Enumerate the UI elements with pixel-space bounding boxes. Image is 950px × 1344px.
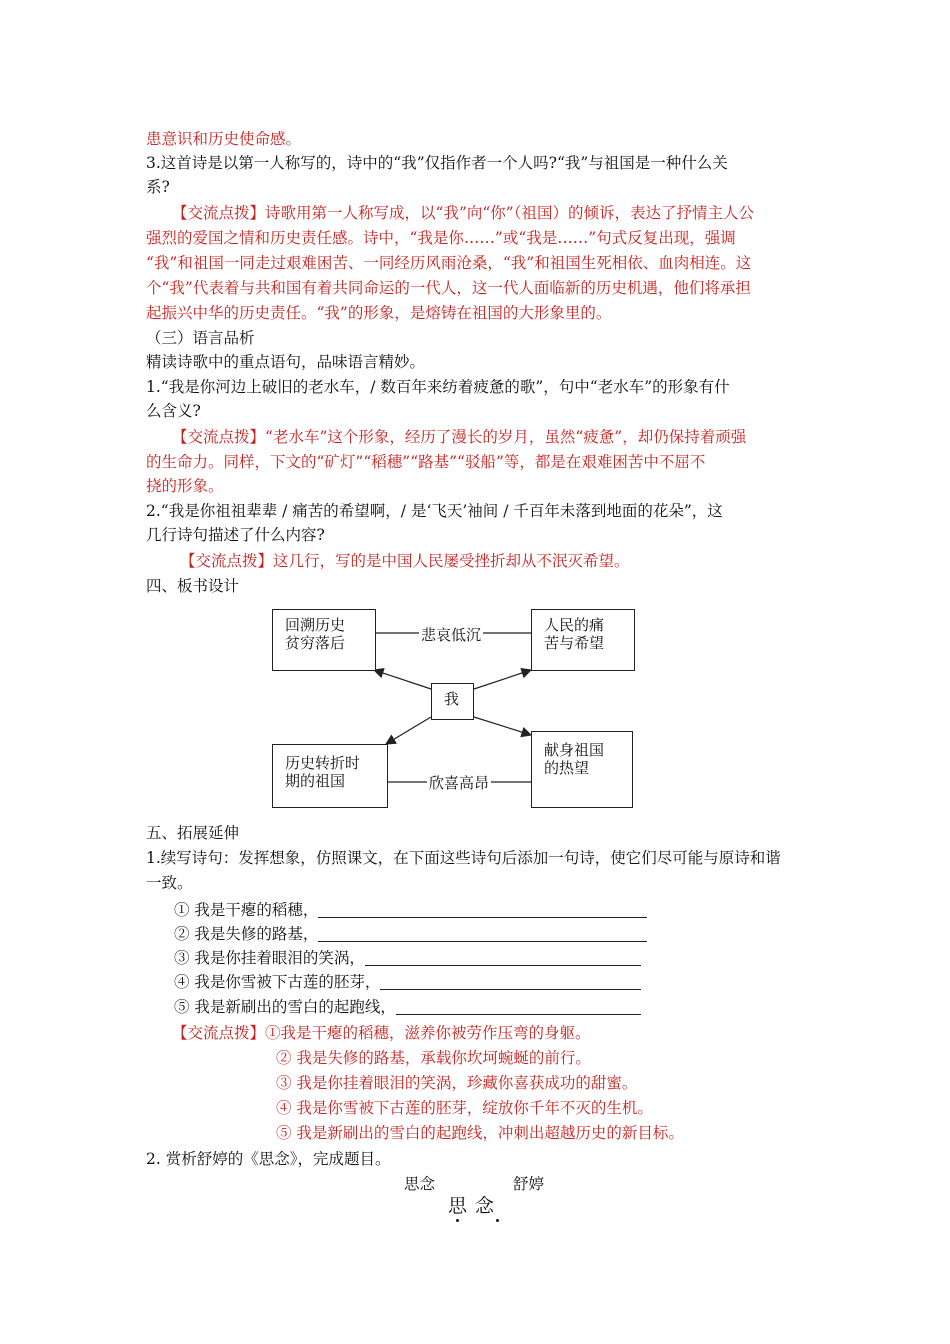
answers-line1: 【交流点拨】①我是干瘪的稻穗，滋养你被劳作压弯的身躯。	[172, 1024, 591, 1042]
box-center-me: 我	[431, 683, 474, 720]
question-3-line1: 3.这首诗是以第一人称写的，诗中的“我”仅指作者一个人吗?“我”与祖国是一种什么关	[146, 154, 728, 172]
section-3-heading: （三）语言品析	[146, 329, 255, 347]
question-3-line2: 系?	[146, 178, 170, 196]
prompt-1: ① 我是干瘪的稻穗，	[174, 898, 647, 922]
answer-tag: 【交流点拨】	[180, 552, 274, 570]
answer-3-line5: 起振兴中华的历史责任。“我”的形象，是熔铸在祖国的大形象里的。	[146, 304, 612, 322]
continued-text: 患意识和历史使命感。	[146, 130, 302, 148]
box-people-hope: 人民的痛 苦与希望	[531, 609, 635, 671]
answer-blank[interactable]	[365, 948, 641, 966]
answer-tag: 【交流点拨】	[172, 428, 266, 446]
extension-1-line1: 1.续写诗句：发挥想象，仿照课文，在下面这些诗句后添加一句诗，使它们尽可能与原诗和谐	[146, 849, 781, 867]
section-5-heading: 五、拓展延伸	[146, 824, 240, 842]
answers-line5: ⑤ 我是新刷出的雪白的起跑线，冲刺出超越历史的新目标。	[276, 1124, 684, 1142]
answer-3-line2: 强烈的爱国之情和历史责任感。诗中，“我是你……”或“我是……”句式反复出现，强调	[146, 229, 736, 247]
extension-2: 2. 赏析舒婷的《思念》，完成题目。	[146, 1150, 391, 1168]
answer-3-line1: 【交流点拨】诗歌用第一人称写成，以“我”向“你”（祖国）的倾诉，表达了抒情主人公	[172, 204, 754, 222]
prompt-4: ④ 我是你雪被下古莲的胚芽，	[174, 970, 641, 994]
section-4-heading: 四、板书设计	[146, 577, 240, 595]
question-1-line2: 么含义?	[146, 402, 201, 420]
arrow-to-top-left	[374, 670, 431, 689]
answer-blank[interactable]	[380, 972, 641, 990]
answers-line4: ④ 我是你雪被下古莲的胚芽，绽放你千年不灭的生机。	[276, 1099, 653, 1117]
answer-3-line3: “我”和祖国一同走过艰难困苦、一同经历风雨沧桑，“我”和祖国生死相依、血肉相连。这	[146, 254, 752, 272]
prompt-3: ③ 我是你挂着眼泪的笑涡，	[174, 946, 641, 970]
label-sad-low: 悲哀低沉	[421, 626, 482, 644]
prompt-5: ⑤ 我是新刷出的雪白的起跑线，	[174, 995, 641, 1019]
question-2-line1: 2.“我是你祖祖辈辈 / 痛苦的希望啊，/ 是‘飞天’袖间 / 千百年未落到地面的花朵”，这	[146, 502, 723, 520]
answer-tag: 【交流点拨】	[172, 204, 266, 222]
arrow-to-bottom-right	[474, 717, 531, 735]
answer-1-line3: 挠的形象。	[146, 477, 224, 495]
answer-3-line4: 个“我”代表着与共和国有着共同命运的一代人，这一代人面临新的历史机遇，他们将承担	[146, 279, 751, 297]
answer-blank[interactable]	[396, 997, 641, 1015]
box-devotion: 献身祖国 的热望	[531, 731, 633, 808]
answer-blank[interactable]	[318, 924, 647, 942]
section-3-intro: 精读诗歌中的重点语句，品味语言精妙。	[146, 353, 426, 371]
extension-1-line2: 一致。	[146, 874, 193, 892]
poem-title-large: 思 念	[448, 1195, 496, 1217]
answers-line3: ③ 我是你挂着眼泪的笑涡，珍藏你喜获成功的甜蜜。	[276, 1074, 638, 1092]
arrow-to-top-right	[474, 670, 531, 689]
label-joy-high: 欣喜高昂	[429, 774, 490, 792]
emphasis-dot	[456, 1219, 459, 1222]
poem-author: 舒婷	[513, 1175, 545, 1193]
box-turning-point: 历史转折时 期的祖国	[272, 744, 388, 808]
answers-line2: ② 我是失修的路基，承载你坎坷蜿蜒的前行。	[276, 1049, 591, 1067]
poem-title-small: 思念	[404, 1175, 436, 1193]
prompt-2: ② 我是失修的路基，	[174, 922, 647, 946]
question-1-line1: 1.“我是你河边上破旧的老水车，/ 数百年来纺着疲惫的歌”，句中“老水车”的形象有什	[146, 378, 730, 396]
question-2-line2: 几行诗句描述了什么内容?	[146, 526, 325, 544]
box-history-review: 回溯历史 贫穷落后	[272, 609, 376, 671]
emphasis-dot	[496, 1219, 499, 1222]
answer-1-line1: 【交流点拨】“老水车”这个形象，经历了漫长的岁月，虽然“疲惫”，却仍保持着顽强	[172, 428, 747, 446]
answer-blank[interactable]	[318, 900, 647, 918]
answer-2-line1: 【交流点拨】这几行，写的是中国人民屡受挫折却从不泯灭希望。	[180, 552, 630, 570]
answer-1-line2: 的生命力。同样，下文的“矿灯”“稻穗”“路基”“驳船”等，都是在艰难困苦中不屈不	[146, 453, 706, 471]
arrow-to-bottom-left	[386, 717, 431, 744]
answer-tag: 【交流点拨】	[172, 1024, 266, 1042]
